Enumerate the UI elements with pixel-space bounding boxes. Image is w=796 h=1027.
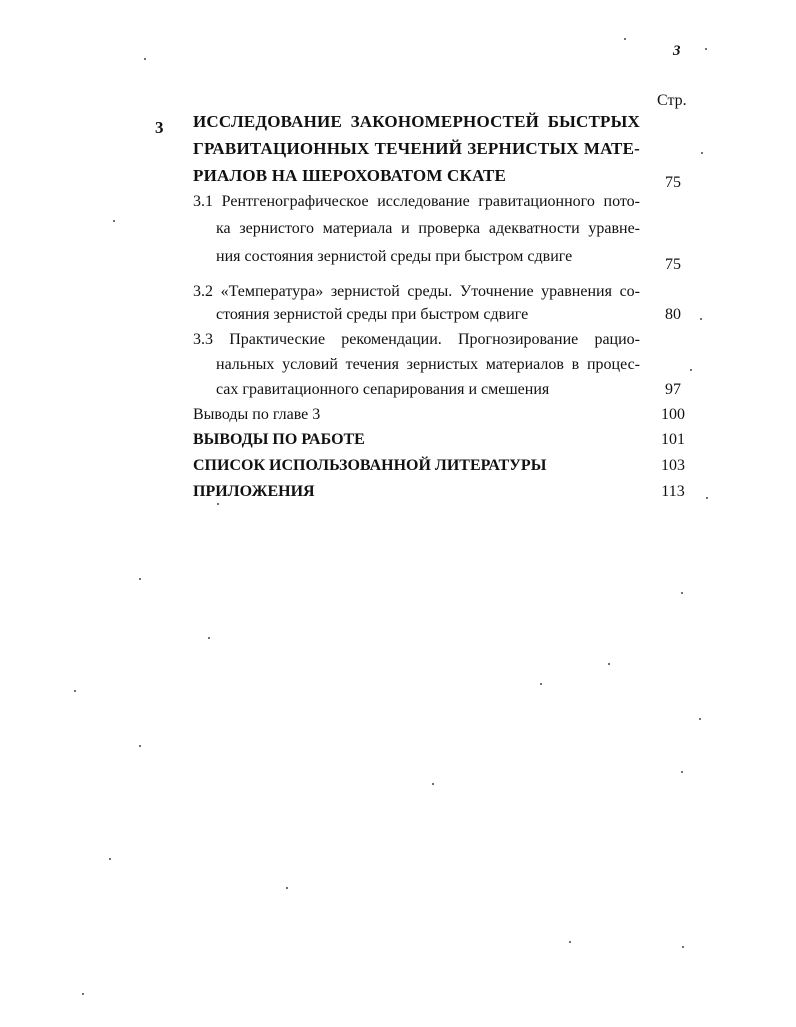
chapter-conclusions-label: Выводы по главе 3 [193, 406, 321, 423]
section-page: 75 [665, 256, 681, 273]
section-line: ния состояния зернистой среды при быстром сдвиге [216, 248, 573, 265]
section-line: 3.3 Практические рекомендации. Прогнозирование рацио- [193, 331, 640, 348]
chapter-number: 3 [155, 118, 164, 137]
heading-appendices-page: 113 [661, 483, 685, 500]
section-line: нальных условий течения зернистых материалов в процес- [216, 356, 640, 373]
chapter-title-line: ГРАВИТАЦИОННЫХ ТЕЧЕНИЙ ЗЕРНИСТЫХ МАТЕ- [193, 139, 640, 158]
pages-column-header: Стр. [657, 92, 687, 109]
section-page: 97 [665, 381, 681, 398]
heading-references: СПИСОК ИСПОЛЬЗОВАННОЙ ЛИТЕРАТУРЫ [193, 457, 547, 474]
section-line: стояния зернистой среды при быстром сдвиге [216, 306, 529, 323]
heading-conclusions: ВЫВОДЫ ПО РАБОТЕ [193, 431, 365, 448]
heading-references-page: 103 [661, 457, 685, 474]
chapter-title-line: РИАЛОВ НА ШЕРОХОВАТОМ СКАТЕ [193, 166, 507, 185]
section-line: 3.1 Рентгенографическое исследование гравитационного пото- [193, 193, 640, 210]
section-page: 80 [665, 306, 681, 323]
section-line: сах гравитационного сепарирования и смешения [216, 381, 550, 398]
chapter-title-page: 75 [665, 174, 681, 191]
page-number: 3 [673, 43, 681, 59]
heading-appendices: ПРИЛОЖЕНИЯ [193, 483, 315, 500]
section-line: ка зернистого материала и проверка адекватности уравне- [216, 220, 640, 237]
chapter-conclusions-page: 100 [661, 406, 685, 423]
section-line: 3.2 «Температура» зернистой среды. Уточнение уравнения со- [193, 283, 640, 300]
heading-conclusions-page: 101 [661, 431, 685, 448]
chapter-title-line: ИССЛЕДОВАНИЕ ЗАКОНОМЕРНОСТЕЙ БЫСТРЫХ [193, 112, 640, 131]
